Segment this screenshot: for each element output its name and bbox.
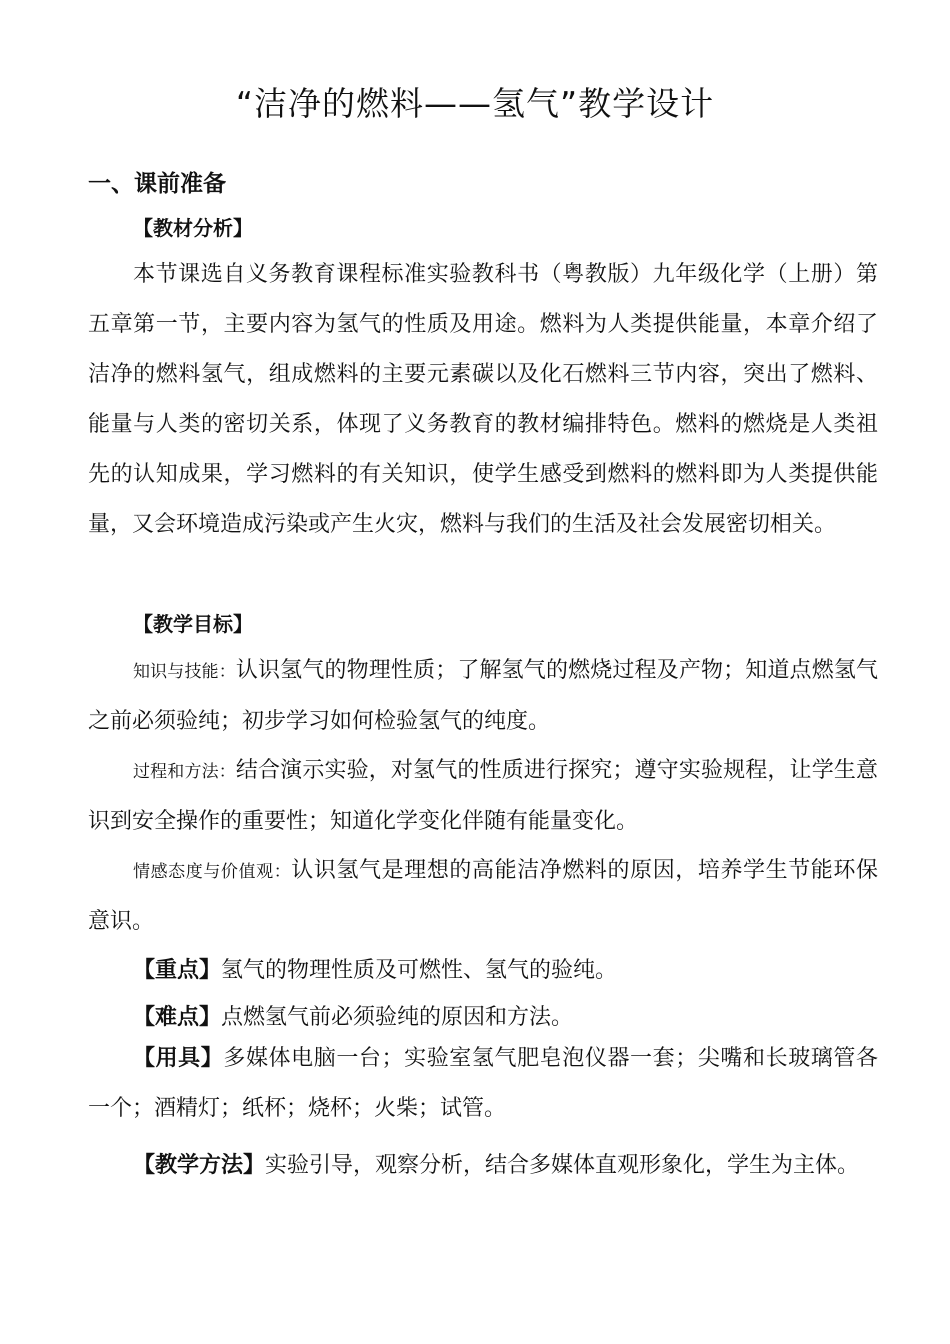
paragraph-goal-process: [88, 746, 878, 847]
key-point-text: 氢气的物理性质及可燃性、氢气的验纯。: [221, 958, 618, 983]
goal-process-text-b: 遵守实验规程，让学生意识到安全操作的重要性；知道化学变化伴随有能量变化。: [88, 758, 878, 834]
goal-process-lead: 过程和方法：: [133, 762, 236, 782]
goal-knowledge-lead: 知识与技能：: [133, 662, 236, 682]
section-heading-preparation: 一、课前准备: [88, 171, 226, 197]
goal-process-text-a: 结合演示实验，对氢气的性质进行探究；: [235, 758, 635, 783]
teaching-method-text: 实验引导，观察分析，结合多媒体直观形象化，学生为主体。: [265, 1153, 860, 1178]
tools-text: 多媒体电脑一台；实验室氢气肥皂泡仪器一套；尖嘴和长玻璃管各一个；酒精灯；纸杯；烧杯；火柴；试管。: [88, 1046, 878, 1121]
key-point-label: 【重点】: [133, 958, 222, 983]
paragraph-teaching-method: [88, 1146, 878, 1186]
difficulty-label: 【难点】: [133, 1005, 222, 1030]
tools-label: 【用具】: [133, 1046, 224, 1071]
document-title: “洁净的燃料——氢气”教学设计: [235, 84, 715, 123]
label-teaching-goals: 【教学目标】: [133, 612, 253, 636]
paragraph-key-point: [88, 946, 878, 996]
label-textbook-analysis: 【教材分析】: [133, 216, 253, 240]
paragraph-goal-emotion: [88, 846, 878, 947]
goal-knowledge-text: 认识氢气的物理性质；了解氢气的燃烧过程及产物；知道点燃氢气之前必须验纯；初步学习如何检验氢气的纯度。: [88, 658, 878, 734]
goal-emotion-text-b: 环保意识。: [88, 858, 878, 934]
goal-emotion-text-a: 认识氢气是理想的高能洁净燃料的原因，培养学生节能: [291, 858, 834, 883]
difficulty-text: 点燃氢气前必须验纯的原因和方法。: [221, 1005, 574, 1030]
paragraph-textbook-analysis: 本节课选自义务教育课程标准实验教科书（粤教版）九年级化学（上册）第五章第一节，主要内容为氢气的性质及用途。燃料为人类提供能量，本章介绍了洁净的燃料氢气，组成燃料的主要元素碳以及化石燃料三节内容，突出了燃料、能量与人类的密切关系，体现了义务教育的教材编排特色。燃料的燃烧是人类祖先的认知成果，学习燃料的有关知识，使学生感受到燃料的燃料即为人类提供能量，又会环境造成污染或产生火灾，燃料与我们的生活及社会发展密切相关。: [88, 262, 878, 537]
paragraph-tools: [88, 1034, 878, 1134]
paragraph-goal-knowledge: [88, 646, 878, 747]
teaching-method-label: 【教学方法】: [133, 1153, 266, 1178]
goal-emotion-lead: 情感态度与价值观：: [133, 862, 292, 882]
